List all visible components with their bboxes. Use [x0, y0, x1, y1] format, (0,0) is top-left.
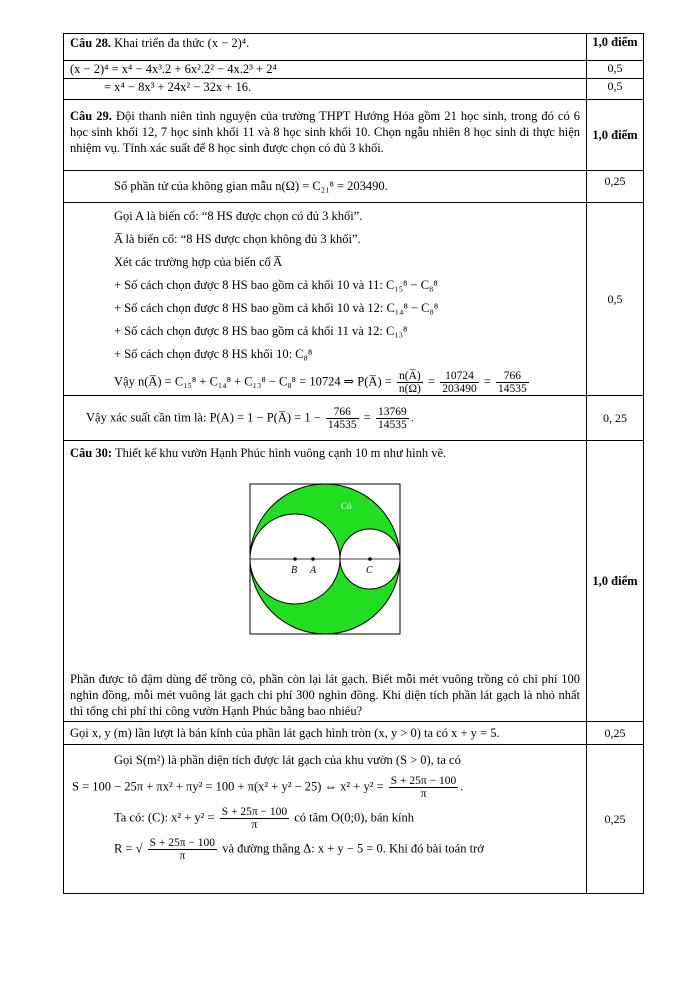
grass-label: Cỏ	[341, 501, 352, 511]
denominator: 14535	[377, 418, 407, 431]
denominator: 203490	[442, 383, 477, 395]
q29-line: + Số cách chọn được 8 HS bao gồm cả khối 10 và 11: C₁₅⁸ − C₈⁸	[114, 278, 438, 292]
q30-step2-line4-suffix: và đường thẳng Δ: x + y − 5 = 0. Khi đó bài toán trở	[222, 841, 484, 856]
answer-table	[63, 33, 644, 894]
q28-line2: = x⁴ − 8x³ + 24x² − 32x + 16.	[104, 80, 252, 94]
answer-sheet	[63, 33, 641, 894]
q28-step2-row	[64, 79, 644, 100]
label-a: A	[310, 565, 317, 576]
q30-header-row	[64, 441, 644, 722]
q30-step1-score: 0,25	[604, 726, 626, 740]
q30-title: Câu 30:	[70, 446, 113, 460]
q30-description: Phần được tô đậm dùng để trồng cỏ, phần còn lại lát gạch. Biết mỗi mét vuông trồng cỏ chi phí 100 nghìn đồng, mỗi mét vuông lát gạch chi phí 300 nghìn đồng. Khi diện tích phần lát gạch là nhỏ nhất thì tổng chi phí thi công vườn Hạnh Phúc bằng bao nhiêu?	[70, 672, 580, 718]
point-c	[368, 557, 372, 561]
numerator: 766	[326, 406, 359, 419]
q28-score: 1,0 điểm	[592, 35, 638, 49]
q29-final-score: 0, 25	[603, 410, 627, 425]
q29-line: + Số cách chọn được 8 HS bao gồm cả khối 11 và 12: C₁₃⁸	[114, 324, 408, 338]
q28-line2-score: 0,5	[607, 79, 623, 93]
denominator: π	[179, 850, 186, 862]
numerator: S + 25π − 100	[149, 837, 216, 849]
q29-cases	[64, 203, 586, 395]
q30-step2-fraction	[220, 806, 289, 831]
q30-step2-fraction	[389, 775, 458, 800]
numerator: 13769	[377, 405, 407, 418]
q30-step2	[64, 745, 586, 865]
q30-step2-score: 0,25	[604, 811, 626, 826]
q29-title: Câu 29.	[70, 109, 112, 123]
q30-step1: Gọi x, y (m) lần lượt là bán kính của phần lát gạch hình tròn (x, y > 0) ta có x + y = 5.	[70, 725, 500, 740]
q30-step2-line3	[114, 803, 580, 834]
q29-text: Đội thanh niên tình nguyện của trường THPT Hướng Hóa gồm 21 học sinh, trong đó có 6 học sinh khối 12, 7 học sinh khối 11 và 8 học sinh khối 10. Chọn ngẫu nhiên 8 học sinh đi thực hiện nhiệm vụ. Tính xác suất để 8 học sinh được chọn có đủ 3 khối.	[70, 109, 581, 155]
q28-line1-score: 0,5	[607, 61, 623, 75]
q28-text: Khai triển đa thức (x − 2)⁴.	[114, 36, 250, 50]
q30-step2-line3-suffix: có tâm O(0;0), bán kính	[294, 810, 415, 825]
q28-step1-row	[64, 61, 644, 79]
q28-question	[64, 34, 586, 53]
q29-sum-fraction	[496, 370, 529, 395]
q29-sum-fraction	[440, 370, 479, 395]
denominator: 14535	[498, 383, 527, 395]
q29-final-fraction	[376, 406, 409, 431]
q29-final: Vậy xác suất cần tìm là: P(A) = 1 − P(A̅) = 1 − $\frac{766}{14535}$ = $\frac{13769}{14535}$ .	[86, 405, 414, 431]
q30-step2-line2: S = 100 − 25π + πx² + πy² = 100 + π(x² + y² − 25) ⇔ x² + y² = $\frac{S + 25\pi - 100}{\pi}$ .	[72, 775, 464, 800]
numerator: 10724	[440, 370, 479, 383]
q30-step2-row	[64, 745, 644, 894]
q29-space-score: 0,25	[604, 174, 626, 188]
q28-line1: (x − 2)⁴ = x⁴ − 4x³.2 + 6x².2² − 4x.2³ + 2⁴	[70, 62, 277, 76]
garden-figure	[245, 479, 405, 639]
numerator: S + 25π − 100	[221, 806, 288, 818]
q30-step2-line3-prefix: Ta có: (C): x² + y² =	[114, 810, 215, 825]
q30-question	[64, 441, 586, 463]
q29-final-prefix: Vậy xác suất cần tìm là: P(A) = 1 − P(A̅) = 1 −	[86, 409, 321, 424]
q28-title: Câu 28.	[70, 36, 111, 50]
q29-line: Gọi A là biến cố: “8 HS được chọn có đủ 3 khối”.	[114, 209, 363, 223]
q29-final-row	[64, 396, 644, 441]
q29-sum-fraction	[397, 370, 423, 395]
denominator: π	[420, 788, 427, 800]
q29-cases-row	[64, 203, 644, 396]
denominator: n(Ω)	[398, 383, 421, 395]
q30-step2-fraction	[148, 837, 217, 862]
q29-line: + Số cách chọn được 8 HS khối 10: C₈⁸	[114, 347, 313, 361]
q29-header-row	[64, 100, 644, 171]
q30-step2-line4-prefix: R = √	[114, 841, 143, 856]
q29-line: A̅ là biến cố: “8 HS được chọn không đủ 3 khối”.	[114, 232, 361, 246]
q29-space-row	[64, 171, 644, 203]
q29-sum-prefix: Vậy n(A̅) = C₁₅⁸ + C₁₄⁸ + C₁₃⁸ − C₈⁸ = 10724 ⇒ P(A̅) =	[114, 374, 392, 389]
q28-header-row	[64, 34, 644, 61]
q29-line: Xét các trường hợp của biến cố A̅	[114, 255, 283, 269]
q30-figure	[64, 479, 586, 643]
q30-step1-row	[64, 722, 644, 745]
q29-line: + Số cách chọn được 8 HS bao gồm cả khối 10 và 12: C₁₄⁸ − C₈⁸	[114, 301, 439, 315]
q29-question	[64, 100, 586, 158]
numerator: 766	[496, 370, 529, 383]
q30-text: Thiết kế khu vườn Hạnh Phúc hình vuông cạnh 10 m như hình vẽ.	[114, 446, 447, 460]
denominator: π	[251, 819, 258, 831]
q30-score: 1,0 điểm	[592, 573, 638, 588]
denominator: 14535	[327, 418, 357, 431]
q29-cases-score: 0,5	[607, 291, 623, 306]
q30-step2-line4	[114, 834, 580, 865]
numerator: n(A̅)	[397, 370, 423, 383]
point-a	[311, 557, 315, 561]
q29-final-fraction	[326, 406, 359, 431]
label-b: B	[291, 565, 298, 576]
point-b	[293, 557, 297, 561]
q30-step2-line2-prefix: S = 100 − 25π + πx² + πy² = 100 + π(x² + y² − 25) ⇔ x² + y² =	[72, 779, 384, 794]
q30-step2-line1: Gọi S(m²) là phần diện tích được lát gạch của khu vườn (S > 0), ta có	[114, 753, 461, 767]
q29-score: 1,0 điểm	[592, 127, 638, 142]
numerator: S + 25π − 100	[390, 775, 457, 787]
q29-space: Số phần tử của không gian mẫu n(Ω) = C₂₁⁸ = 203490.	[114, 179, 388, 193]
q29-sum: Vậy n(A̅) = C₁₅⁸ + C₁₄⁸ + C₁₃⁸ − C₈⁸ = 10724 ⇒ P(A̅) = $\frac{n(A̅)}{n(\Omega)}$ = $\frac{10724}{203490}$ = $\frac{766}{14535}$	[114, 370, 527, 395]
label-c: C	[366, 565, 373, 576]
